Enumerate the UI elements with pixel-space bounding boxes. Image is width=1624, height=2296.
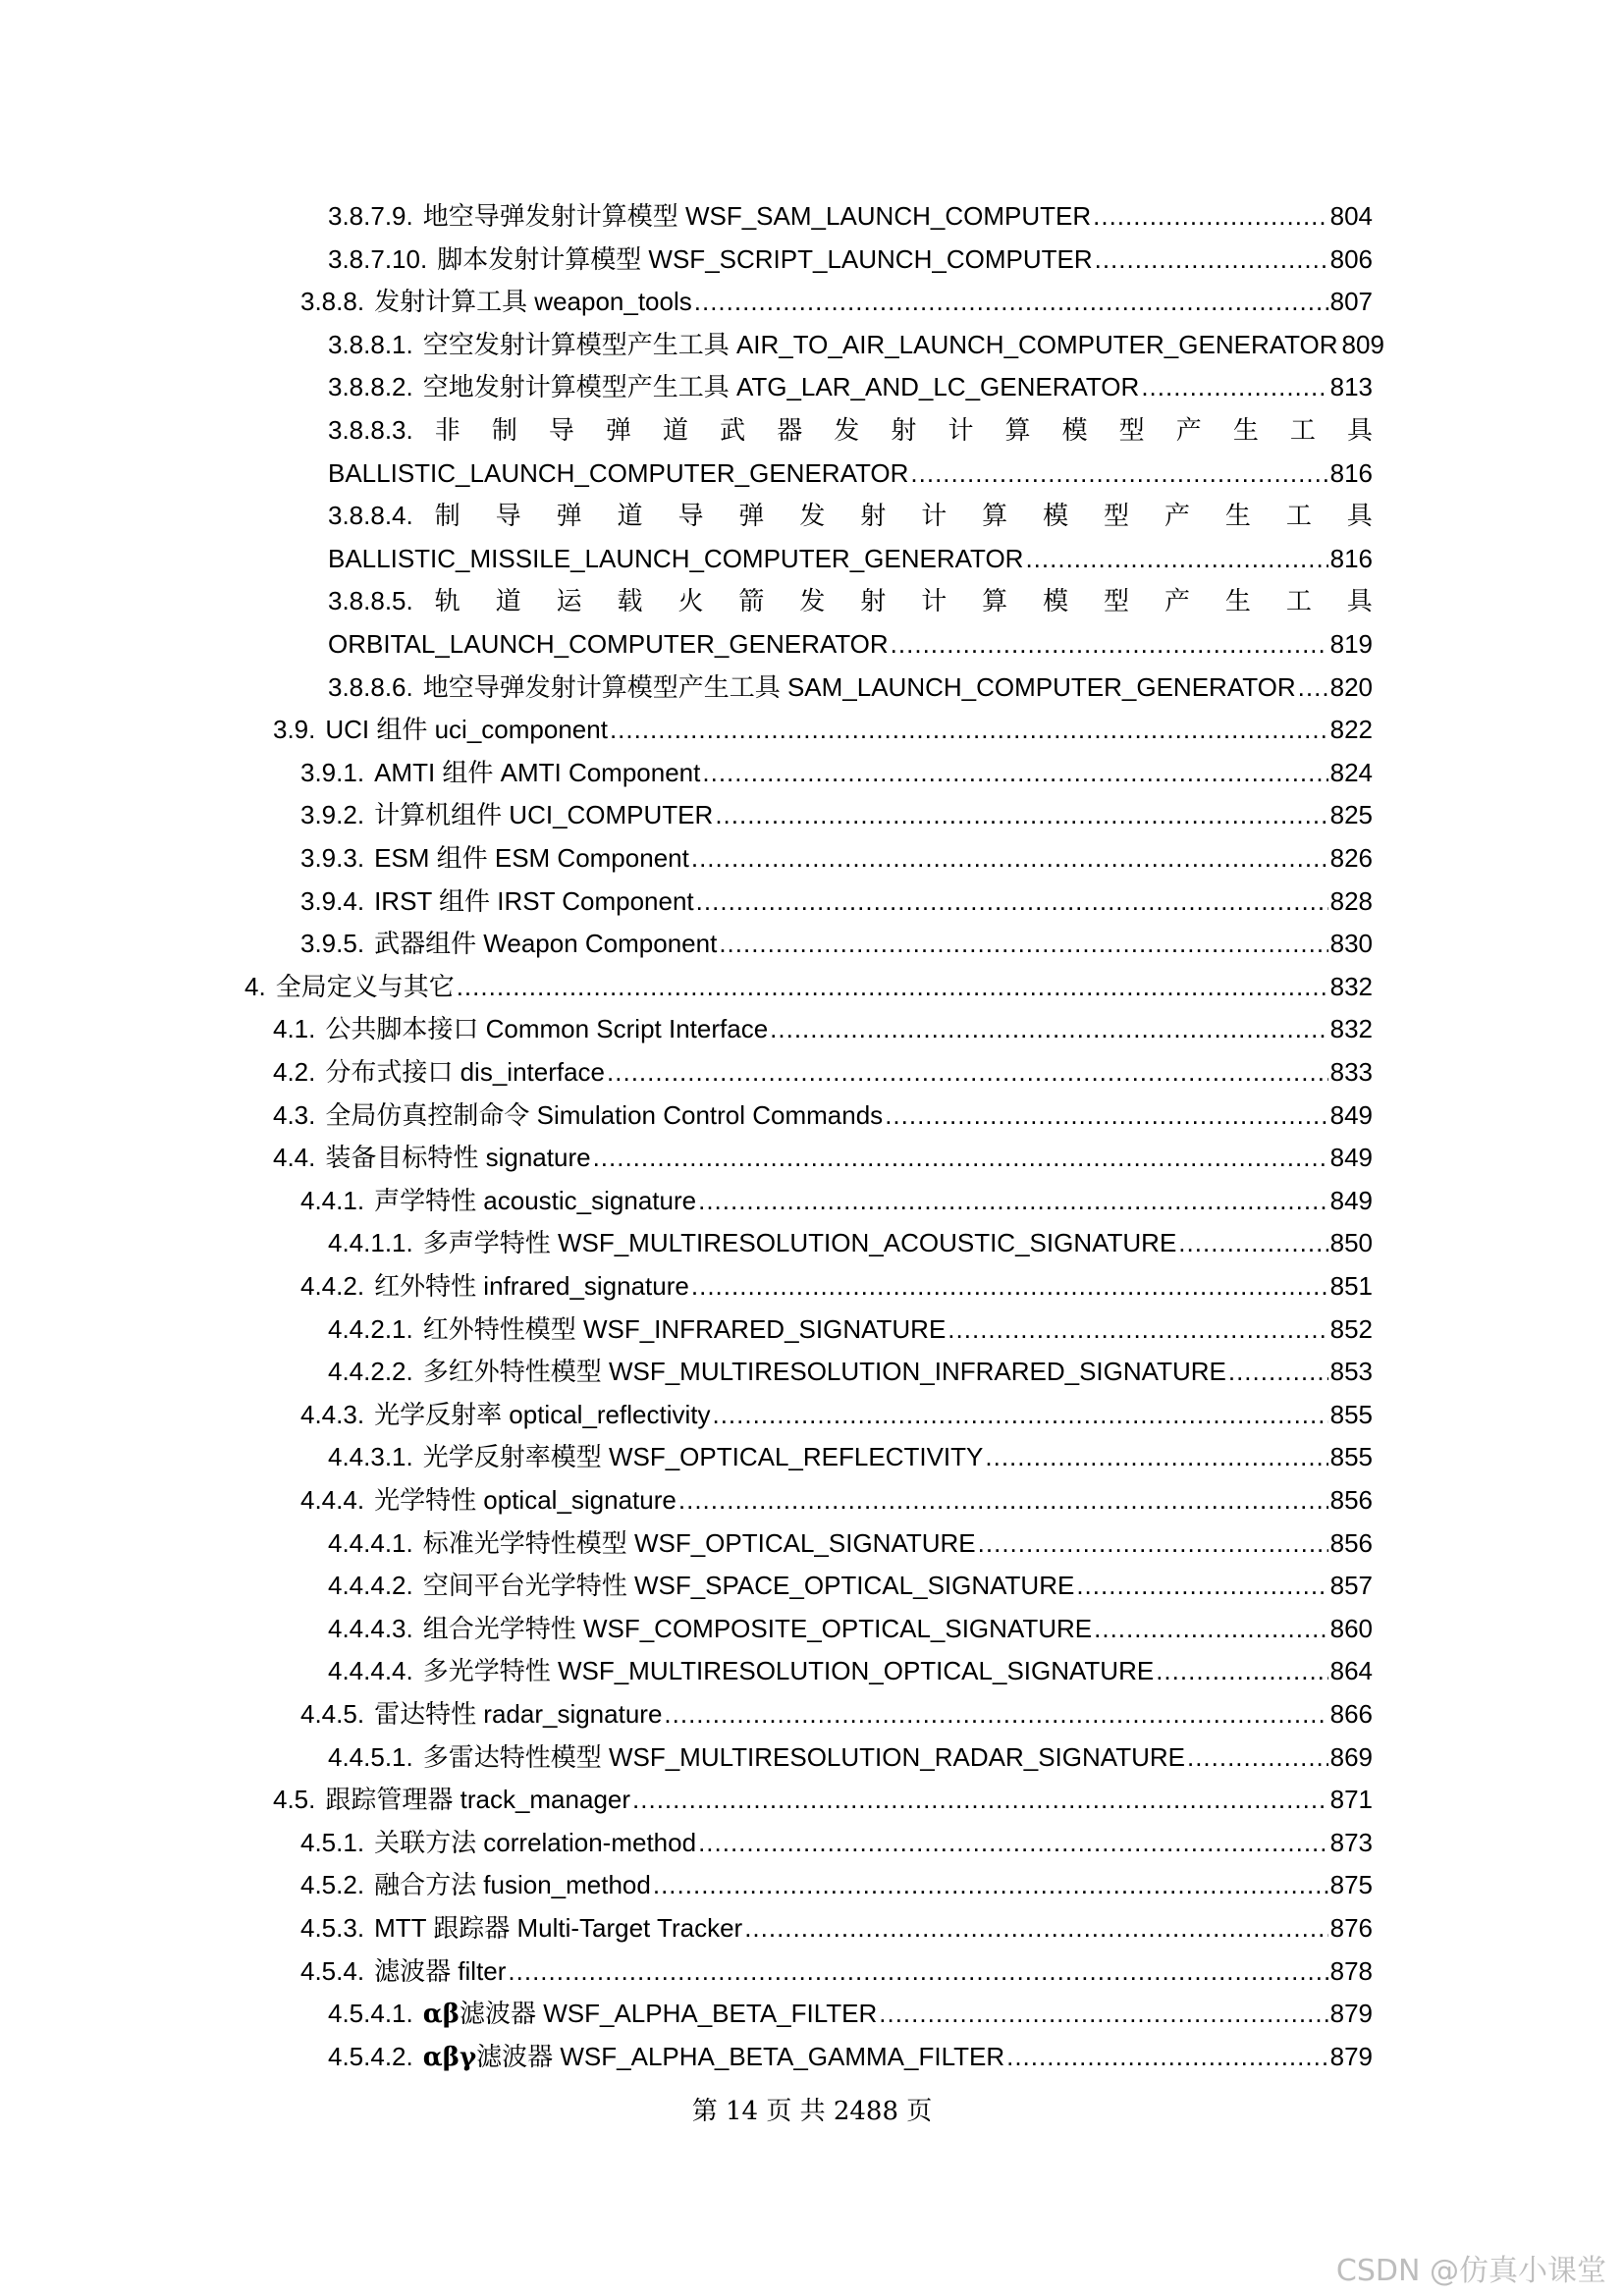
toc-leader-dots <box>885 1099 1327 1131</box>
toc-entry-page: 830 <box>1329 929 1373 959</box>
toc-entry-number: 4.4.4.2. <box>328 1571 413 1601</box>
toc-entry-page: 851 <box>1329 1271 1373 1301</box>
toc-entry-number: 3.9. <box>273 715 316 745</box>
toc-entry-title: 制 导 弹 道 导 弹 发 射 计 算 模 型 产 生 工 具 <box>434 501 1373 531</box>
toc-entry-title: 关联方法 correlation-method <box>374 1827 697 1857</box>
toc-entry-page: 833 <box>1329 1057 1373 1087</box>
toc-leader-dots <box>744 1912 1327 1944</box>
toc-entry-text <box>300 1698 662 1730</box>
toc-entry <box>300 928 1373 959</box>
toc-entry <box>244 971 1373 1002</box>
toc-entry <box>300 757 1373 788</box>
toc-entry-title: 多声学特性 WSF_MULTIRESOLUTION_ACOUSTIC_SIGNATURE <box>422 1228 1177 1258</box>
toc-entry <box>328 1356 1373 1387</box>
toc-entry <box>328 671 1373 703</box>
toc-entry-text <box>300 842 689 874</box>
toc-entry-text <box>273 1784 630 1815</box>
toc-entry-title: 全局定义与其它 <box>275 971 455 1001</box>
toc-leader-dots <box>678 1484 1328 1516</box>
toc-entry-page: 875 <box>1329 1870 1373 1900</box>
toc-entry-number: 4.5.1. <box>300 1827 365 1857</box>
toc-leader-dots <box>879 1998 1327 2029</box>
toc-entry-page: 853 <box>1329 1357 1373 1387</box>
toc-entry-page: 857 <box>1329 1571 1373 1601</box>
toc-entry-text <box>244 971 455 1002</box>
toc-entry-number: 3.8.7.9. <box>328 201 413 231</box>
toc-entry-number: 4.5.4.1. <box>328 1999 413 2029</box>
toc-entry-text <box>273 714 608 745</box>
toc-entry-number: 4.4.3. <box>300 1399 365 1429</box>
toc-entry-title: 轨 道 运 载 火 箭 发 射 计 算 模 型 产 生 工 具 <box>434 586 1373 616</box>
toc-entry-number: 4.5. <box>273 1785 316 1815</box>
toc-entry-number: 3.8.8.6. <box>328 671 413 702</box>
toc-entry-page: 826 <box>1329 843 1373 873</box>
toc-entry-title: 红外特性模型 WSF_INFRARED_SIGNATURE <box>422 1313 947 1344</box>
toc-leader-dots <box>698 1827 1328 1858</box>
toc-entry-text <box>300 286 692 317</box>
toc-entry-number: 3.8.8. <box>300 287 365 317</box>
toc-entry-text <box>328 371 1139 402</box>
toc-leader-dots <box>947 1313 1327 1345</box>
toc-entry <box>300 885 1373 917</box>
toc-entry <box>328 1998 1373 2030</box>
toc-leader-dots <box>1095 243 1328 275</box>
toc-leader-dots <box>508 1955 1327 1987</box>
toc-entry-page: 855 <box>1329 1399 1373 1429</box>
toc-entry <box>300 1484 1373 1516</box>
toc-leader-dots <box>1025 543 1327 574</box>
toc-entry-title: 脚本发射计算模型 WSF_SCRIPT_LAUNCH_COMPUTER <box>437 243 1093 274</box>
toc-entry-title: 光学反射率模型 WSF_OPTICAL_REFLECTIVITY <box>422 1442 984 1472</box>
toc-entry-number: 4.3. <box>273 1099 316 1130</box>
toc-entry-number: 4. <box>244 971 266 1001</box>
toc-leader-dots <box>691 842 1328 874</box>
toc-entry-text <box>328 243 1093 275</box>
toc-entry-continuation <box>328 457 1373 489</box>
page-footer: 第 14 页 共 2488 页 <box>691 2097 933 2126</box>
toc-entry-text <box>300 885 694 917</box>
toc-entry-number: 3.9.3. <box>300 843 365 873</box>
toc-entry-text <box>300 1185 696 1216</box>
toc-entry-title: 雷达特性 radar_signature <box>374 1699 663 1729</box>
toc-entry-title: 全局仿真控制命令 Simulation Control Commands <box>325 1099 884 1130</box>
greek-symbol: αβγ <box>422 2042 477 2072</box>
toc-entry-title: IRST 组件 IRST Component <box>374 885 694 916</box>
watermark: CSDN @仿真小课堂 <box>1335 2254 1606 2288</box>
toc-entry-number: 4.1. <box>273 1014 316 1044</box>
toc-leader-dots <box>664 1698 1327 1730</box>
toc-entry-page: 849 <box>1329 1185 1373 1215</box>
toc-entry <box>273 1099 1373 1131</box>
toc-entry-page: 856 <box>1329 1527 1373 1558</box>
toc-entry-title: 标准光学特性模型 WSF_OPTICAL_SIGNATURE <box>422 1527 976 1558</box>
toc-entry-text <box>300 1399 710 1430</box>
toc-entry-text <box>328 1613 1092 1644</box>
toc-entry-text <box>273 1099 883 1131</box>
toc-entry-number: 4.2. <box>273 1057 316 1087</box>
toc-entry <box>300 1912 1373 1944</box>
toc-entry-text <box>300 1484 677 1516</box>
toc-leader-dots <box>691 1270 1328 1302</box>
toc-entry-text <box>328 1741 1185 1773</box>
toc-entry-page: 869 <box>1329 1741 1373 1772</box>
toc-entry-number: 3.9.5. <box>300 929 365 959</box>
toc-leader-dots <box>702 757 1327 788</box>
toc-entry <box>273 1056 1373 1088</box>
toc-entry-title: 武器组件 Weapon Component <box>374 929 718 959</box>
toc-entry-title-2: BALLISTIC_MISSILE_LAUNCH_COMPUTER_GENERATOR <box>328 543 1024 573</box>
toc-entry-text <box>328 1356 1226 1387</box>
toc-entry <box>300 1270 1373 1302</box>
toc-entry-number: 4.4. <box>273 1143 316 1173</box>
toc-entry-title: 多雷达特性模型 WSF_MULTIRESOLUTION_RADAR_SIGNATURE <box>422 1741 1185 1772</box>
toc-entry-title: 发射计算工具 weapon_tools <box>374 287 692 317</box>
toc-entry-page: 807 <box>1329 287 1373 317</box>
toc-entry <box>300 286 1373 317</box>
toc-entry-page: 824 <box>1329 757 1373 787</box>
toc-entry-text <box>328 1527 976 1559</box>
toc-entry <box>328 1570 1373 1601</box>
toc-entry-number: 4.4.1.1. <box>328 1228 413 1258</box>
toc-entry-page: 849 <box>1329 1099 1373 1130</box>
toc-entry <box>328 371 1373 402</box>
toc-entry-title: MTT 跟踪器 Multi-Target Tracker <box>374 1913 743 1943</box>
toc-entry-page: 871 <box>1329 1785 1373 1815</box>
toc-leader-dots <box>694 286 1328 317</box>
toc-entry-number: 4.4.2.1. <box>328 1313 413 1344</box>
toc-entry-page: 832 <box>1329 1014 1373 1044</box>
toc-entry-number: 4.4.4.1. <box>328 1527 413 1558</box>
toc-entry-title: 分布式接口 dis_interface <box>325 1057 606 1087</box>
toc-entry-page: 820 <box>1329 671 1373 702</box>
toc-entry-number: 3.8.8.1. <box>328 329 413 359</box>
toc-entry-number: 4.5.4.2. <box>328 2041 413 2071</box>
toc-entry-page: 866 <box>1329 1699 1373 1729</box>
toc-entry-title: 滤波器 WSF_ALPHA_BETA_GAMMA_FILTER <box>476 2041 1005 2071</box>
toc-entry <box>328 200 1373 232</box>
toc-entry-title: 光学反射率 optical_reflectivity <box>374 1399 711 1429</box>
toc-entry-page: 879 <box>1329 1999 1373 2029</box>
toc-entry-text <box>328 671 1296 703</box>
toc-entry-number: 4.4.4. <box>300 1485 365 1515</box>
toc-leader-dots <box>910 457 1327 489</box>
toc-leader-dots <box>632 1784 1328 1815</box>
toc-leader-dots <box>1141 371 1327 402</box>
toc-entry <box>300 1869 1373 1900</box>
toc-entry-page: 816 <box>1329 457 1373 488</box>
toc-leader-dots <box>1076 1570 1327 1601</box>
toc-entry <box>328 1741 1373 1773</box>
toc-entry-page: 825 <box>1329 800 1373 830</box>
toc-entry-text <box>328 1655 1154 1686</box>
toc-entry-page: 878 <box>1329 1955 1373 1986</box>
toc-entry-number: 4.4.5. <box>300 1699 365 1729</box>
toc-entry <box>328 329 1384 360</box>
toc-entry-text <box>300 1955 506 1987</box>
toc-entry-text <box>300 1869 651 1900</box>
toc-entry-page: 864 <box>1329 1656 1373 1686</box>
toc-leader-dots <box>978 1527 1328 1559</box>
toc-leader-dots <box>457 971 1328 1002</box>
toc-entry-text <box>300 757 700 788</box>
toc-entry-number: 4.4.3.1. <box>328 1442 413 1472</box>
toc-entry-number: 4.5.3. <box>300 1913 365 1943</box>
toc-entry-text <box>273 1142 591 1173</box>
toc-entry-title: 地空导弹发射计算模型产生工具 SAM_LAUNCH_COMPUTER_GENERATOR <box>422 671 1296 702</box>
toc-entry-text <box>328 2041 1004 2073</box>
toc-entry-page: 873 <box>1329 1827 1373 1857</box>
toc-leader-dots <box>607 1056 1328 1088</box>
toc-entry-title: 光学特性 optical_signature <box>374 1485 677 1515</box>
toc-leader-dots <box>770 1013 1327 1044</box>
toc-entry-title: 红外特性 infrared_signature <box>374 1271 689 1301</box>
toc-entry-page: 822 <box>1329 715 1373 745</box>
toc-entry-page: 855 <box>1329 1442 1373 1472</box>
toc-leader-dots <box>696 885 1328 917</box>
toc-entry-number: 3.8.8.5. <box>328 586 413 616</box>
toc-entry-title: 多红外特性模型 WSF_MULTIRESOLUTION_INFRARED_SIGNATURE <box>422 1357 1226 1387</box>
toc-entry-page: 813 <box>1329 372 1373 402</box>
toc-entry <box>328 1613 1373 1644</box>
toc-entry-page: 828 <box>1329 885 1373 916</box>
toc-entry-number: 4.4.2. <box>300 1271 365 1301</box>
toc-entry <box>328 1227 1373 1258</box>
toc-entry <box>328 1441 1373 1472</box>
toc-entry <box>328 2041 1373 2073</box>
toc-entry <box>328 1655 1373 1686</box>
toc-entry-title: 多光学特性 WSF_MULTIRESOLUTION_OPTICAL_SIGNATURE <box>422 1656 1155 1686</box>
toc-entry-continuation <box>328 543 1373 574</box>
toc-entry-title: 融合方法 fusion_method <box>374 1870 651 1900</box>
toc-entry <box>300 1955 1373 1987</box>
toc-leader-dots <box>985 1441 1327 1472</box>
toc-entry-page: 816 <box>1329 543 1373 573</box>
toc-entry <box>328 414 1373 446</box>
toc-entry-title: 空间平台光学特性 WSF_SPACE_OPTICAL_SIGNATURE <box>422 1571 1075 1601</box>
toc-entry <box>300 799 1373 830</box>
toc-entry <box>300 1698 1373 1730</box>
toc-entry-page: 849 <box>1329 1143 1373 1173</box>
toc-entry <box>273 1013 1373 1044</box>
toc-leader-dots <box>653 1869 1328 1900</box>
toc-entry-text <box>328 1313 946 1345</box>
toc-entry-title: 声学特性 acoustic_signature <box>374 1185 697 1215</box>
toc-entry-number: 3.9.4. <box>300 885 365 916</box>
toc-entry-title-2: BALLISTIC_LAUNCH_COMPUTER_GENERATOR <box>328 457 909 488</box>
toc-entry-number: 4.5.2. <box>300 1870 365 1900</box>
toc-entry-page: 809 <box>1341 329 1384 359</box>
toc-entry-number: 3.8.8.2. <box>328 372 413 402</box>
toc-entry <box>300 842 1373 874</box>
toc-entry-title-2: ORBITAL_LAUNCH_COMPUTER_GENERATOR <box>328 629 889 659</box>
toc-entry-text <box>300 1912 742 1944</box>
toc-entry-page: 819 <box>1329 629 1373 659</box>
toc-entry <box>300 1827 1373 1858</box>
toc-entry-page: 856 <box>1329 1485 1373 1515</box>
toc-entry-title: 组合光学特性 WSF_COMPOSITE_OPTICAL_SIGNATURE <box>422 1613 1093 1643</box>
toc-entry <box>300 1399 1373 1430</box>
toc-leader-dots <box>1178 1227 1327 1258</box>
toc-entry-title: 地空导弹发射计算模型 WSF_SAM_LAUNCH_COMPUTER <box>422 201 1092 231</box>
toc-entry-text <box>273 1056 605 1088</box>
toc-entry-title: 跟踪管理器 track_manager <box>325 1785 631 1815</box>
toc-entry <box>328 1313 1373 1345</box>
toc-entry-page: 860 <box>1329 1613 1373 1643</box>
toc-leader-dots <box>719 928 1327 959</box>
toc-leader-dots <box>1006 2041 1328 2072</box>
toc-entry-title: UCI 组件 uci_component <box>325 715 608 745</box>
toc-entry-page: 876 <box>1329 1913 1373 1943</box>
toc-entry-page: 832 <box>1329 971 1373 1001</box>
toc-entry-text <box>328 1441 983 1472</box>
toc-leader-dots <box>1187 1741 1328 1773</box>
toc-entry <box>273 1142 1373 1173</box>
toc-entry <box>328 1527 1373 1559</box>
toc-entry-page: 850 <box>1329 1228 1373 1258</box>
toc-entry-text <box>328 1570 1074 1601</box>
toc-leader-dots <box>698 1185 1328 1216</box>
toc-entry-number: 4.5.4. <box>300 1955 365 1986</box>
toc-entry-title: 空地发射计算模型产生工具 ATG_LAR_AND_LC_GENERATOR <box>422 372 1140 402</box>
toc-leader-dots <box>1228 1356 1328 1387</box>
toc-entry-text <box>328 329 1338 360</box>
toc-entry <box>328 500 1373 531</box>
toc-leader-dots <box>610 714 1328 745</box>
toc-entry-number: 3.9.2. <box>300 800 365 830</box>
toc-entry-text <box>328 1998 877 2030</box>
toc-entry <box>273 1784 1373 1815</box>
toc-entry <box>300 1185 1373 1216</box>
toc-entry-text <box>300 1827 696 1858</box>
toc-entry-continuation <box>328 628 1373 660</box>
toc-entry-title: AMTI 组件 AMTI Component <box>374 757 701 787</box>
toc-entry-text <box>300 799 713 830</box>
toc-leader-dots <box>1298 671 1328 703</box>
toc-leader-dots <box>1156 1655 1327 1686</box>
toc-entry-title: 公共脚本接口 Common Script Interface <box>325 1014 769 1044</box>
toc-entry-number: 4.4.4.3. <box>328 1613 413 1643</box>
toc-entry-page: 852 <box>1329 1313 1373 1344</box>
toc-entry-page: 804 <box>1329 201 1373 231</box>
toc-leader-dots <box>715 799 1327 830</box>
toc-leader-dots <box>891 628 1328 660</box>
toc-leader-dots <box>712 1399 1327 1430</box>
toc-entry-page: 806 <box>1329 243 1373 274</box>
toc-entry-text <box>273 1013 768 1044</box>
greek-symbol: αβ <box>422 2000 460 2030</box>
toc-entry-number: 4.4.1. <box>300 1185 365 1215</box>
toc-leader-dots <box>1093 200 1327 232</box>
toc-entry-title: 装备目标特性 signature <box>325 1143 591 1173</box>
toc-entry-text <box>328 200 1091 232</box>
toc-entry-page: 879 <box>1329 2041 1373 2071</box>
toc-entry-number: 3.9.1. <box>300 757 365 787</box>
toc-entry-number: 3.8.8.3. <box>328 415 413 445</box>
toc-entry-number: 4.4.4.4. <box>328 1656 413 1686</box>
toc-entry-title: 空空发射计算模型产生工具 AIR_TO_AIR_LAUNCH_COMPUTER_GENERATOR <box>422 329 1338 359</box>
toc-entry-title: 非 制 导 弹 道 武 器 发 射 计 算 模 型 产 生 工 具 <box>434 415 1373 445</box>
toc-entry <box>328 585 1373 616</box>
toc-entry <box>273 714 1373 745</box>
toc-leader-dots <box>593 1142 1328 1173</box>
toc-entry-number: 4.4.2.2. <box>328 1357 413 1387</box>
toc-entry-title: ESM 组件 ESM Component <box>374 843 689 873</box>
toc-entry-title: 计算机组件 UCI_COMPUTER <box>374 800 714 830</box>
toc-entry-text <box>300 928 717 959</box>
toc-entry-title: 滤波器 WSF_ALPHA_BETA_FILTER <box>460 1999 878 2029</box>
toc-entry-text <box>300 1270 689 1302</box>
toc-entry-number: 4.4.5.1. <box>328 1741 413 1772</box>
toc-entry-title: 滤波器 filter <box>374 1955 507 1986</box>
toc-entry-text <box>328 1227 1176 1258</box>
toc-entry-number: 3.8.7.10. <box>328 243 428 274</box>
toc-leader-dots <box>1094 1613 1327 1644</box>
toc-entry <box>328 243 1373 275</box>
toc-entry-number: 3.8.8.4. <box>328 501 413 531</box>
